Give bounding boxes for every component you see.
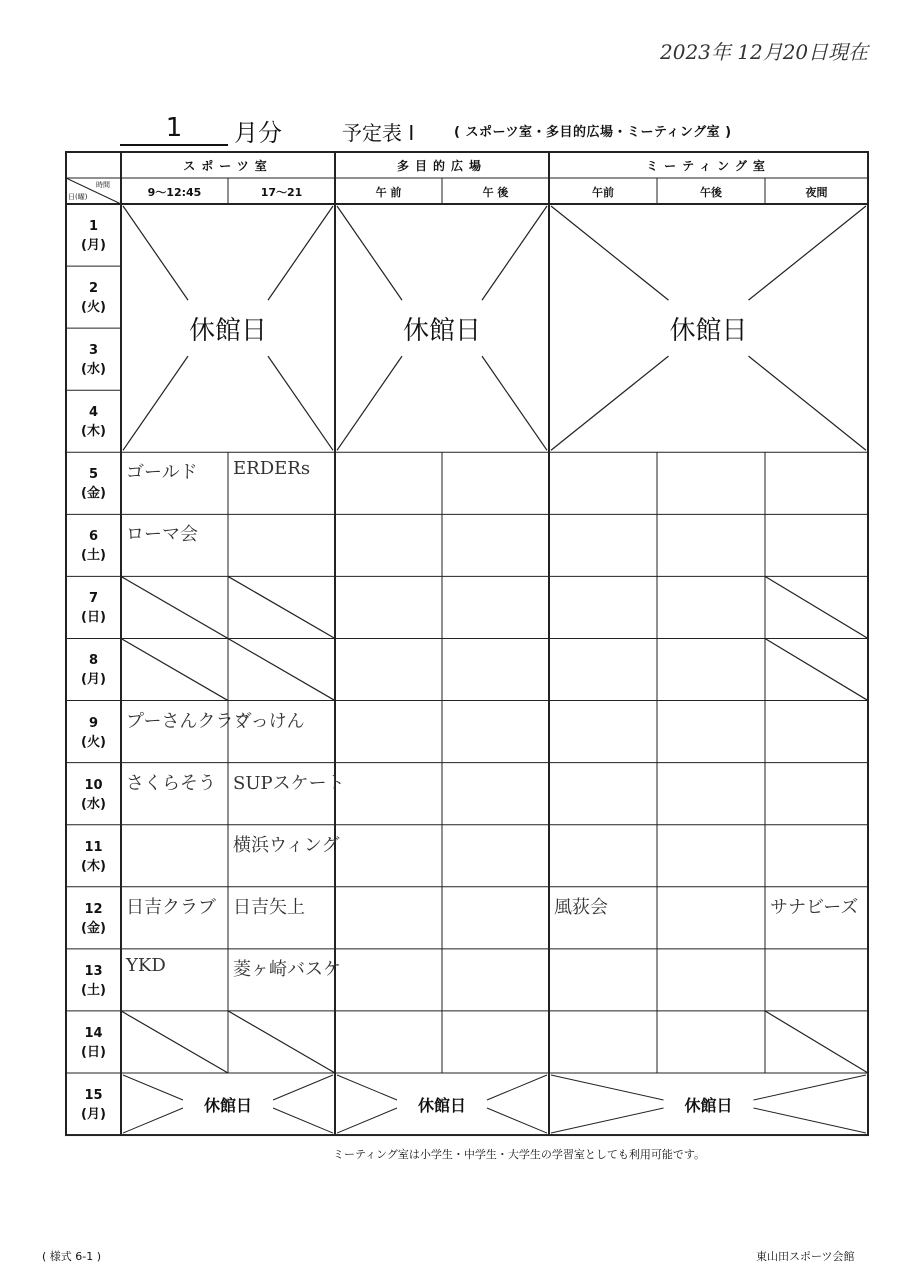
month-number: 1 <box>120 112 228 146</box>
day-weekday: (土) <box>81 982 106 998</box>
day-number: 6 <box>88 529 99 545</box>
day-label <box>66 527 121 565</box>
day-label <box>66 651 121 689</box>
unavailable-strike <box>765 638 868 700</box>
plan-title: 予定表 Ⅰ <box>342 121 415 145</box>
day-label <box>66 341 121 379</box>
day-weekday: (水) <box>81 362 106 378</box>
day-number: 8 <box>88 653 99 669</box>
reservation-entry: さくらそう <box>126 772 216 794</box>
day-number: 1 <box>88 219 99 234</box>
day-number: 15 <box>84 1087 103 1103</box>
day-number: 9 <box>88 715 99 731</box>
closed-cross-line <box>337 356 402 450</box>
day-label <box>66 1024 121 1062</box>
day-label <box>66 403 121 441</box>
room-header: 多目的広場 <box>396 159 487 173</box>
time-slot-header: 夜間 <box>805 186 828 199</box>
unavailable-strike <box>765 576 868 638</box>
day-label <box>66 589 121 627</box>
reservation-entry: プーさんクラブ <box>126 710 252 732</box>
time-slot-header: 9～12:45 <box>147 186 202 199</box>
day-weekday: (水) <box>81 796 106 812</box>
day-label <box>66 714 121 752</box>
closed-cross-line <box>123 356 188 450</box>
reservation-entry: ローマ会 <box>126 524 198 546</box>
time-slot-header: 午 前 <box>375 186 402 199</box>
reservation-entry: 風荻会 <box>554 896 608 918</box>
closed-cross-line <box>268 356 333 450</box>
day-label <box>66 465 121 503</box>
closed-label: 休館日 <box>203 1096 252 1115</box>
reservation-entry: ぐっけん <box>233 710 305 732</box>
closed-cross-line <box>482 206 547 300</box>
footer-note: ミーティング室は小学生・中学生・大学生の学習室としても利用可能です。 <box>333 1148 706 1161</box>
day-number: 2 <box>88 281 99 297</box>
time-slot-header: 午後 <box>700 186 722 199</box>
as-of-date: 2023年 12月20日現在 <box>660 40 869 64</box>
day-label <box>66 217 121 255</box>
day-weekday: (金) <box>81 486 106 502</box>
day-weekday: (月) <box>81 238 106 253</box>
unavailable-strike <box>765 1011 868 1073</box>
form-number: ( 様式 6-1 ) <box>42 1250 102 1263</box>
unavailable-strike <box>121 1011 228 1073</box>
time-slot-header: 午前 <box>592 186 614 199</box>
day-weekday: (月) <box>81 672 106 688</box>
day-weekday: (火) <box>81 734 106 750</box>
day-weekday: (日) <box>81 610 106 626</box>
organization-name: 東山田スポーツ会館 <box>756 1250 855 1263</box>
corner-time-label: 時間 <box>96 181 110 189</box>
closed-cross-line <box>123 206 188 300</box>
reservation-entry: 菱ヶ崎バスケ <box>233 958 341 980</box>
closed-cross-line <box>551 356 669 450</box>
closed-label: 休館日 <box>417 1096 466 1115</box>
unavailable-strike <box>121 576 228 638</box>
closed-label: 休館日 <box>669 316 748 347</box>
day-weekday: (土) <box>81 548 106 564</box>
closed-label: 休館日 <box>188 316 267 347</box>
day-weekday: (木) <box>81 424 106 440</box>
day-weekday: (日) <box>81 1044 106 1060</box>
reservation-entry: 日吉矢上 <box>233 896 305 918</box>
unavailable-strike <box>228 1011 335 1073</box>
day-label <box>66 838 121 876</box>
reservation-entry: SUPスケート <box>233 772 345 794</box>
closed-cross-line <box>337 206 402 300</box>
closed-cross-line <box>268 206 333 300</box>
closed-label: 休館日 <box>684 1096 733 1115</box>
unavailable-strike <box>121 638 228 700</box>
time-slot-header: 17～21 <box>260 186 303 199</box>
reservation-entry: 横浜ウィング <box>233 834 340 856</box>
day-number: 7 <box>88 591 99 607</box>
day-number: 13 <box>84 963 103 979</box>
month-unit: 月分 <box>234 119 282 147</box>
reservation-entry: ERDERs <box>233 458 311 480</box>
day-number: 5 <box>88 467 99 483</box>
day-weekday: (火) <box>81 300 106 316</box>
room-header: ミーティング室 <box>646 159 771 173</box>
corner-date-label: 日(曜) <box>68 193 88 201</box>
day-number: 10 <box>84 777 103 793</box>
table-frame <box>66 152 868 1135</box>
day-weekday: (金) <box>81 920 106 936</box>
closed-cross-line <box>749 206 867 300</box>
reservation-entry: YKD <box>126 954 166 976</box>
day-number: 14 <box>84 1025 103 1041</box>
time-slot-header: 午 後 <box>482 186 509 199</box>
closed-cross-line <box>551 206 669 300</box>
reservation-entry: 日吉クラブ <box>126 896 216 918</box>
reservation-entry: サナビーズ <box>770 896 859 918</box>
unavailable-strike <box>228 576 335 638</box>
closed-cross-line <box>749 356 867 450</box>
day-number: 4 <box>88 405 99 421</box>
day-number: 11 <box>84 839 103 855</box>
day-weekday: (木) <box>81 858 106 874</box>
day-label <box>66 1086 121 1124</box>
day-number: 3 <box>88 343 99 359</box>
day-label <box>66 776 121 814</box>
plan-subtitle: ( スポーツ室・多目的広場・ミーティング室 ) <box>454 125 732 140</box>
day-label <box>66 962 121 1000</box>
unavailable-strike <box>228 638 335 700</box>
closed-label: 休館日 <box>402 316 481 347</box>
day-weekday: (月) <box>81 1106 106 1122</box>
day-number: 12 <box>84 901 103 917</box>
day-label <box>66 279 121 317</box>
closed-cross-line <box>482 356 547 450</box>
reservation-entry: ゴールド <box>126 462 198 484</box>
room-header: スポーツ室 <box>183 159 273 173</box>
day-label <box>66 900 121 938</box>
